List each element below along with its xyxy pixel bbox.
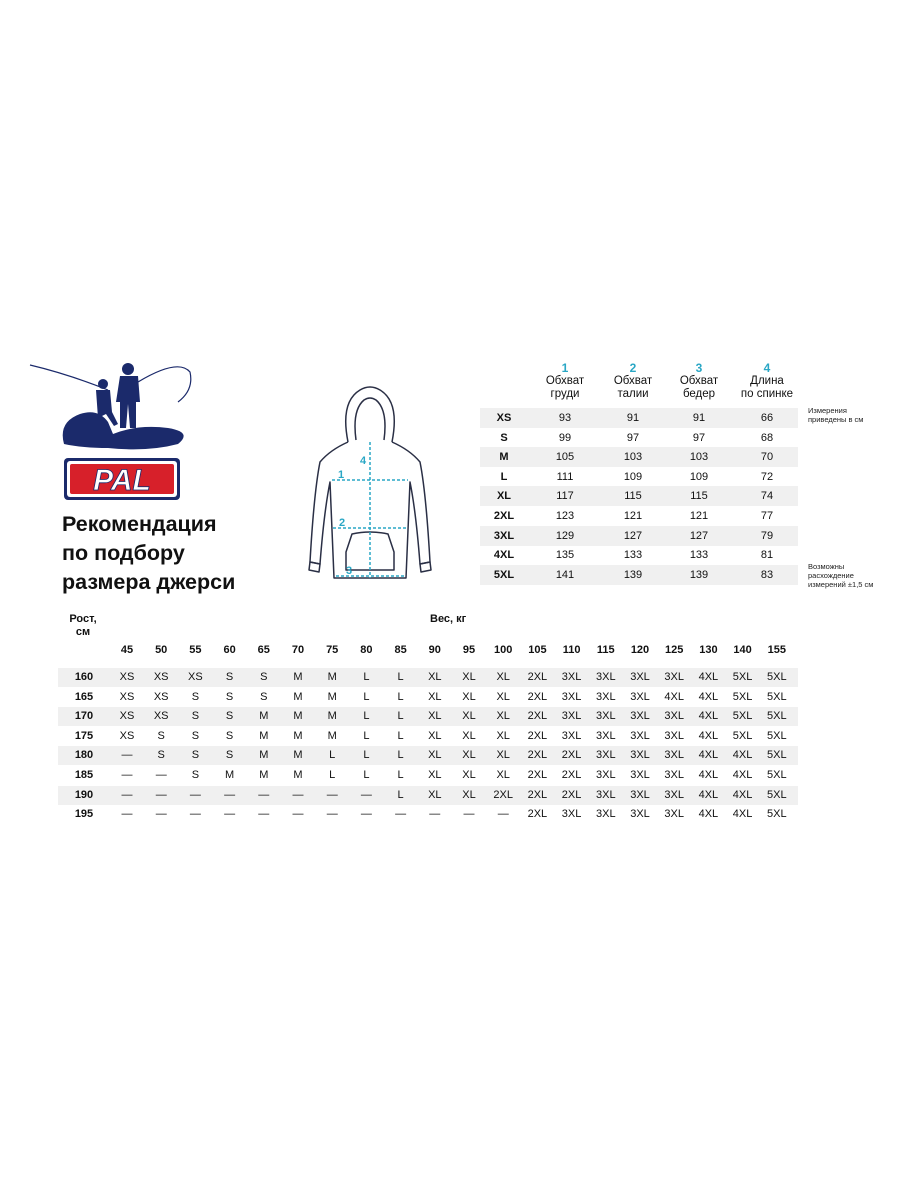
page-title: [62, 510, 322, 597]
size-cell: XL: [462, 690, 476, 703]
size-cell: —: [497, 808, 509, 821]
weight-column-header: 95: [462, 644, 476, 656]
title-line-1: Рекомендация: [62, 512, 217, 536]
measurement-value: 127: [689, 529, 709, 542]
size-cell: 3XL: [630, 769, 650, 781]
size-cell: XS: [153, 690, 169, 703]
size-cell: —: [224, 788, 236, 801]
size-cell: 3XL: [630, 671, 650, 683]
size-cell: —: [292, 808, 304, 821]
size-cell: S: [225, 690, 234, 703]
size-cell: L: [397, 729, 404, 742]
measurement-value: 74: [760, 490, 774, 503]
size-cell: —: [326, 788, 338, 801]
measurement-value: 127: [623, 529, 643, 542]
measurement-value: 111: [556, 470, 574, 483]
measurement-row: [480, 506, 798, 526]
size-cell: XL: [462, 749, 476, 762]
size-cell: 3XL: [596, 749, 616, 762]
height-row: [58, 707, 798, 726]
height-value: 190: [74, 788, 94, 801]
size-label: M: [499, 451, 509, 464]
size-cell: —: [189, 808, 201, 821]
size-cell: —: [258, 808, 270, 821]
weight-column-header: 45: [120, 644, 134, 656]
weight-column-header: 85: [394, 644, 407, 656]
col-head-waist: 2 Обхват талии: [613, 361, 653, 400]
size-cell: 2XL: [561, 749, 582, 762]
size-cell: M: [293, 710, 303, 723]
size-cell: 3XL: [664, 808, 684, 821]
measurement-row: [480, 408, 798, 428]
size-cell: M: [293, 729, 303, 742]
measurement-value: 109: [689, 470, 709, 483]
size-cell: —: [155, 769, 167, 781]
measurement-value: 109: [623, 470, 643, 483]
size-cell: 3XL: [596, 671, 616, 683]
size-cell: L: [397, 769, 404, 781]
size-cell: 5XL: [732, 690, 753, 703]
size-cell: M: [225, 769, 235, 781]
measurement-value: 103: [623, 451, 643, 464]
size-cell: L: [397, 710, 404, 723]
size-cell: XL: [462, 729, 476, 742]
size-cell: XL: [462, 788, 476, 801]
size-cell: —: [121, 808, 133, 821]
size-cell: —: [326, 808, 338, 821]
height-value: 195: [74, 808, 94, 821]
size-cell: 3XL: [561, 690, 582, 703]
size-cell: 2XL: [561, 788, 582, 801]
height-row: [58, 786, 798, 805]
size-cell: XL: [428, 749, 442, 762]
size-cell: —: [395, 808, 407, 821]
size-cell: L: [397, 749, 404, 762]
size-cell: M: [259, 769, 269, 781]
marker-2: 2: [339, 517, 346, 529]
measurement-value: 135: [555, 549, 575, 562]
size-cell: S: [191, 769, 200, 781]
size-cell: 2XL: [493, 788, 513, 801]
marker-3: 3: [346, 565, 353, 577]
size-cell: XS: [188, 671, 203, 683]
weight-column-header: 75: [326, 644, 339, 656]
height-row: [58, 766, 798, 785]
measurement-row: [480, 447, 798, 467]
col-head-back-length: 4 Длина по спинке: [740, 361, 794, 400]
hoodie-diagram: [300, 382, 440, 590]
measurement-value: 141: [555, 568, 575, 581]
size-cell: 3XL: [596, 690, 616, 703]
height-row: [58, 805, 798, 824]
size-cell: S: [225, 671, 234, 683]
measurement-value: 117: [556, 490, 574, 503]
size-cell: —: [292, 788, 304, 801]
size-cell: —: [429, 808, 441, 821]
size-cell: 4XL: [732, 749, 753, 762]
size-cell: L: [397, 788, 404, 801]
height-value: 185: [74, 769, 94, 781]
size-cell: S: [157, 749, 165, 762]
pal-logo: [28, 362, 208, 507]
measurement-value: 70: [760, 451, 774, 464]
measurement-value: 115: [690, 490, 708, 503]
size-cell: 5XL: [767, 690, 787, 703]
svg-text:PAL: PAL: [93, 464, 151, 497]
size-cell: M: [293, 690, 303, 703]
size-cell: S: [191, 690, 200, 703]
size-cell: 4XL: [732, 788, 753, 801]
size-label: 3XL: [493, 529, 515, 542]
size-cell: 4XL: [698, 808, 719, 821]
size-cell: 2XL: [527, 710, 548, 723]
size-cell: M: [327, 729, 337, 742]
measurement-value: 99: [558, 431, 572, 444]
size-cell: 3XL: [664, 729, 684, 742]
size-cell: 3XL: [596, 808, 616, 821]
size-cell: S: [260, 690, 268, 703]
measurement-value: 68: [760, 431, 774, 444]
size-cell: XS: [119, 671, 135, 683]
weight-column-header: 70: [291, 644, 305, 656]
size-cell: S: [260, 671, 268, 683]
size-cell: XL: [462, 710, 476, 723]
weight-column-header: 55: [189, 644, 202, 656]
title-line-3: размера джерси: [62, 570, 236, 594]
size-cell: 5XL: [767, 710, 787, 723]
measurement-value: 133: [623, 549, 643, 562]
weight-column-header: 140: [733, 644, 752, 656]
size-cell: 4XL: [698, 729, 719, 742]
measurement-row: [480, 526, 798, 546]
marker-1: 1: [338, 469, 345, 481]
marker-4: 4: [360, 455, 367, 467]
size-cell: —: [463, 808, 475, 821]
size-cell: —: [155, 788, 167, 801]
size-cell: 5XL: [732, 729, 753, 742]
size-cell: 5XL: [767, 808, 787, 821]
size-cell: XL: [428, 710, 442, 723]
measurement-value: 91: [626, 412, 640, 424]
size-cell: —: [360, 808, 372, 821]
measurements-table: [480, 362, 820, 592]
pal-wordmark: [64, 458, 180, 500]
size-cell: 4XL: [664, 690, 684, 703]
size-cell: S: [157, 729, 165, 742]
col-head-hips: 3 Обхват бедер: [679, 361, 719, 400]
size-cell: S: [225, 729, 234, 742]
size-cell: 2XL: [527, 729, 548, 742]
size-cell: L: [363, 749, 370, 762]
size-cell: XL: [496, 671, 510, 683]
size-cell: 4XL: [698, 671, 719, 683]
size-cell: XL: [496, 749, 510, 762]
size-cell: XS: [119, 690, 135, 703]
weight-column-header: 130: [699, 644, 718, 656]
weight-column-header: 115: [596, 644, 615, 656]
weight-column-header: 120: [630, 644, 650, 656]
weight-column-header: 60: [223, 644, 236, 656]
measurement-value: 97: [692, 431, 706, 444]
size-cell: M: [293, 671, 303, 683]
size-cell: L: [363, 690, 370, 703]
size-cell: 4XL: [698, 749, 719, 762]
size-cell: —: [189, 788, 201, 801]
measurement-value: 77: [760, 510, 774, 522]
measurement-value: 93: [558, 412, 572, 424]
size-cell: 3XL: [664, 710, 684, 723]
size-cell: —: [121, 749, 133, 762]
measurement-value: 139: [689, 568, 709, 581]
weight-column-header: 90: [428, 644, 441, 656]
size-cell: M: [259, 749, 269, 762]
measurement-value: 105: [555, 451, 575, 464]
size-cell: XL: [428, 729, 442, 742]
size-cell: 3XL: [664, 749, 684, 762]
measurement-value: 103: [689, 451, 709, 464]
size-cell: 3XL: [630, 690, 650, 703]
size-cell: XL: [428, 788, 442, 801]
weight-column-header: 65: [257, 644, 270, 656]
height-value: 170: [74, 710, 94, 723]
measurement-row: [480, 428, 798, 448]
size-cell: XS: [119, 710, 135, 723]
size-label: 5XL: [493, 568, 515, 581]
size-cell: 2XL: [527, 749, 548, 762]
measurement-row: [480, 565, 798, 585]
size-cell: 4XL: [698, 769, 719, 781]
weight-column-header: 50: [155, 644, 168, 656]
col-head-chest: 1 Обхват груди: [545, 361, 585, 400]
size-cell: —: [258, 788, 270, 801]
note-tolerance: Возможны расхождение измерений ±1,5 см: [808, 562, 874, 589]
size-cell: 3XL: [561, 710, 582, 723]
size-cell: 3XL: [561, 729, 582, 742]
size-cell: M: [327, 690, 337, 703]
size-cell: M: [293, 769, 303, 781]
size-cell: XL: [496, 769, 510, 781]
size-cell: 5XL: [767, 749, 787, 762]
size-label: 2XL: [493, 510, 515, 522]
size-cell: —: [155, 808, 167, 821]
measurement-value: 123: [555, 510, 575, 522]
measurement-row: [480, 545, 798, 565]
measurement-value: 72: [760, 470, 774, 483]
size-cell: XL: [496, 729, 510, 742]
height-row: [58, 688, 798, 707]
size-cell: 5XL: [767, 729, 787, 742]
size-cell: XL: [462, 769, 476, 781]
weight-column-header: 100: [494, 644, 513, 656]
measurement-value: 79: [760, 529, 774, 542]
size-cell: L: [363, 710, 370, 723]
size-cell: 3XL: [664, 788, 684, 801]
weight-label: Вес, кг: [430, 613, 467, 625]
height-row: [58, 746, 798, 765]
size-cell: 2XL: [561, 769, 582, 781]
size-label: XL: [496, 490, 512, 503]
size-cell: M: [259, 710, 269, 723]
size-cell: M: [259, 729, 269, 742]
size-cell: S: [225, 710, 234, 723]
size-cell: 3XL: [630, 749, 650, 762]
size-cell: 3XL: [664, 671, 684, 683]
size-cell: S: [191, 729, 200, 742]
height-value: 180: [74, 749, 94, 762]
weight-column-header: 155: [767, 644, 786, 656]
size-cell: —: [121, 769, 133, 781]
weight-column-header: 80: [360, 644, 373, 656]
size-cell: 2XL: [527, 808, 548, 821]
size-cell: M: [327, 710, 337, 723]
size-cell: —: [360, 788, 372, 801]
measurement-row: [480, 486, 798, 506]
size-cell: S: [191, 749, 200, 762]
fishermen-logo-icon: [28, 362, 208, 507]
size-cell: 5XL: [732, 671, 753, 683]
size-cell: 4XL: [698, 690, 719, 703]
size-cell: 3XL: [630, 729, 650, 742]
measurement-value: 81: [760, 549, 774, 562]
size-cell: XS: [153, 710, 169, 723]
size-cell: XL: [428, 671, 442, 683]
size-cell: 2XL: [527, 788, 548, 801]
size-cell: L: [329, 769, 336, 781]
size-cell: XS: [119, 729, 135, 742]
size-cell: 5XL: [767, 769, 787, 781]
measurement-value: 121: [623, 510, 643, 522]
note-units: Измерения приведены в см: [808, 406, 864, 424]
size-cell: XS: [153, 671, 169, 683]
measurement-value: 133: [689, 549, 709, 562]
height-row: [58, 668, 798, 687]
height-value: 160: [74, 671, 94, 683]
measurement-value: 97: [626, 431, 640, 444]
size-cell: L: [363, 769, 370, 781]
size-cell: 5XL: [732, 710, 753, 723]
size-cell: M: [293, 749, 303, 762]
height-value: 165: [74, 690, 94, 703]
measurement-value: 129: [555, 529, 575, 542]
measurement-value: 139: [623, 568, 643, 581]
measurement-value: 83: [760, 568, 774, 581]
size-cell: 3XL: [630, 808, 650, 821]
size-cell: S: [225, 749, 234, 762]
size-cell: M: [327, 671, 337, 683]
height-label: Рост, см: [69, 613, 97, 638]
size-cell: 5XL: [767, 788, 787, 801]
size-cell: 3XL: [630, 788, 650, 801]
size-cell: 4XL: [732, 769, 753, 781]
size-cell: 3XL: [664, 769, 684, 781]
title-line-2: по подбору: [62, 541, 185, 565]
size-cell: XL: [428, 690, 442, 703]
measurement-value: 121: [689, 510, 709, 522]
size-cell: 3XL: [596, 729, 616, 742]
measurement-value: 115: [624, 490, 642, 503]
size-cell: 3XL: [561, 808, 582, 821]
size-cell: 4XL: [698, 710, 719, 723]
size-cell: —: [121, 788, 133, 801]
size-cell: 3XL: [596, 710, 616, 723]
measurement-row: [480, 467, 798, 487]
measurement-value: 91: [692, 412, 706, 424]
size-cell: L: [363, 729, 370, 742]
size-cell: XL: [496, 710, 510, 723]
size-label: S: [500, 431, 508, 444]
weight-column-header: 125: [665, 644, 684, 656]
size-cell: 2XL: [527, 671, 548, 683]
measurement-value: 66: [760, 412, 774, 424]
size-cell: S: [191, 710, 200, 723]
size-cell: 4XL: [698, 788, 719, 801]
height-row: [58, 727, 798, 746]
size-cell: 2XL: [527, 690, 548, 703]
size-cell: L: [363, 671, 370, 683]
size-cell: 4XL: [732, 808, 753, 821]
size-label: 4XL: [493, 549, 515, 562]
hoodie-icon: [300, 382, 440, 590]
size-cell: 3XL: [596, 788, 616, 801]
size-cell: 3XL: [596, 769, 616, 781]
height-value: 175: [74, 729, 94, 742]
size-cell: L: [397, 671, 404, 683]
size-cell: L: [329, 749, 336, 762]
size-cell: 5XL: [767, 671, 787, 683]
size-cell: XL: [462, 671, 476, 683]
weight-column-header: 105: [528, 644, 547, 656]
weight-column-header: 110: [562, 644, 581, 656]
size-cell: L: [397, 690, 404, 703]
size-cell: 3XL: [630, 710, 650, 723]
size-cell: XL: [496, 690, 510, 703]
size-cell: 2XL: [527, 769, 548, 781]
size-label: XS: [496, 412, 512, 424]
size-cell: 3XL: [561, 671, 582, 683]
size-cell: XL: [428, 769, 442, 781]
size-label: L: [500, 470, 508, 483]
size-cell: —: [224, 808, 236, 821]
